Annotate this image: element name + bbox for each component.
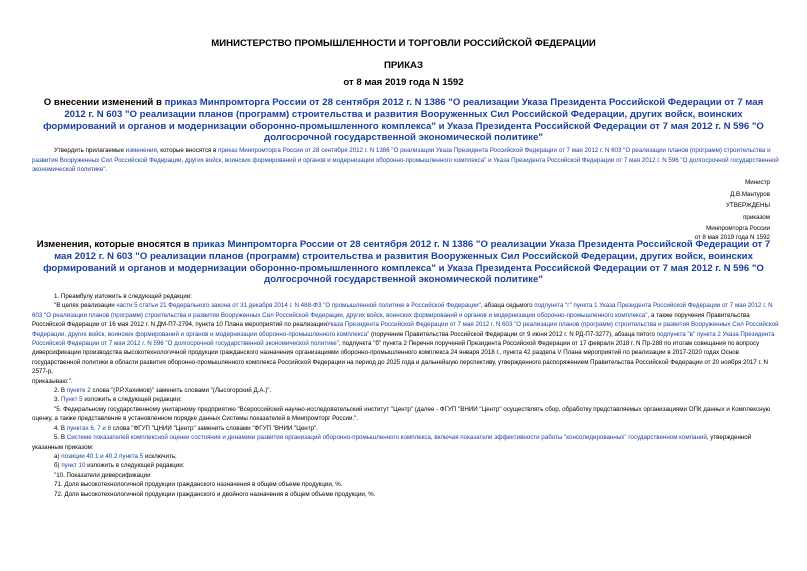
point-5-link[interactable]: Пункт 5 (60, 396, 83, 404)
preamble-end: приказываю:". (32, 377, 73, 385)
signature-name: Д.В.Мантуров (730, 191, 770, 198)
preamble-text-d: (поручение Правительства Российской Федерации от 9 июня 2012 г. N РД-П7-3277), абзаца пятого (369, 330, 657, 338)
item-3 (32, 395, 782, 404)
changes-link[interactable]: изменения (125, 147, 157, 154)
title-link[interactable]: приказ Минпромторга России от 28 сентября 2012 г. N 1386 "О реализации Указа Президента Российской Федерации от 7 мая 2012 г. N 603 "О реализации планов (программ) строительства и развития Вооруженных Сил Российской Федерации, других войск, воинских формирований и органов и модернизации оборонно-промышленного комплекса" и Указа Президента Российской Федерации от 7 мая 2012 г. N 596 "О долгосрочной государственной экономической политике" (43, 97, 764, 144)
item-5a (32, 452, 782, 461)
indicator-71: 71. Доля высокотехнологичной продукции гражданского назначения в общем объеме продукции, %. (54, 481, 343, 489)
item-5a-b: исключить; (143, 452, 177, 460)
item-5-a: 5. В (54, 434, 67, 442)
order-date: от 8 мая 2019 года N 1592 (343, 77, 464, 88)
preamble-text-c: , а также поручения Правительства Российской Федерации от 16 мая 2012 г. N ДМ-П7-2794, пункта 10 Плана мероприятий по реализации (32, 311, 750, 329)
changes-title-prefix: Изменения, которые вносятся в (36, 239, 193, 250)
item-2-a: 2. В (54, 387, 67, 395)
diversification-heading: "10. Показатели диверсификации (54, 471, 151, 479)
decree-603-link[interactable]: подпункта "г" пункта 1 Указа Президента Российской Федерации от 7 мая 2012 г. N 603 "О реализации планов (программ) строительства и развития Вооруженных Сил Российской Федерации, других войск, воинских формирований и органов и модернизации оборонно-промышленного комплекса" (32, 302, 773, 319)
approved-label: УТВЕРЖДЕНЫ (726, 202, 770, 209)
item-4-b: слова "ФГУП "ЦНИИ "Центр" заменить словами "ФГУП "ВНИИ "Центр". (111, 424, 318, 432)
decree-596-link[interactable]: подпункта "в" пункта 2 Указа Президента Российской Федерации от 7 мая 2012 г. N 596 "О долгосрочной государственной экономической политике" (32, 330, 775, 348)
intro-text-mid: , которые вносятся в (156, 147, 219, 154)
preamble-quote (32, 301, 782, 376)
item-3-b: изложить в следующей редакции: (82, 396, 182, 404)
changes-title-link[interactable]: приказ Минпромторга России от 28 сентября 2012 г. N 1386 "О реализации Указа Президента Российской Федерации от 7 мая 2012 г. N 603 "О реализации планов (программ) строительства и развития Вооруженных Сил Российской Федерации, других войск, воинских формирований и органов и модернизации оборонно-промышленного комплекса" и Указа Президента Российской Федерации от 7 мая 2012 г. N 596 "О долгосрочной государственной экономической политике" (43, 239, 771, 286)
item-2 (32, 386, 782, 395)
document-title (32, 97, 775, 144)
positions-40-link[interactable]: позиции 40.1 и 40.2 пункта 5 (61, 452, 144, 460)
item-3-quote: "5. Федеральному государственному унитарному предприятию "Всероссийский научно-исследовательский институт "Центр" (далее - ФГУП "ВНИИ "Центр" осуществлять сбор, обработку представляемых организациями ОПК данных и Комплексную оценку, а также представление в установленном порядке данных Системы показателей в Минпромторг России.". (32, 405, 771, 423)
approved-by-order: приказом (743, 214, 770, 221)
item-5 (32, 433, 782, 452)
item-4 (32, 424, 782, 433)
item-5b-b: изложить в следующей редакции: (85, 462, 185, 470)
intro-suffix: . (105, 166, 108, 173)
indicator-72: 72. Доля высокотехнологичной продукции гражданского и двойного назначения в общем объеме продукции, %. (54, 490, 376, 498)
order-1386-link[interactable]: приказ Минпромторга России от 28 сентября 2012 г. N 1386 "О реализации Указа Президента Российской Федерации от 7 мая 2012 г. N 603 "О реализации планов (программ) строительства и развития Вооруженных Сил Российской Федерации, других войск, воинских формирований и органов и модернизации оборонно-промышленного комплекса" и Указа Президента Российской Федерации от 7 мая 2012 г. N 596 "О долгосрочной государственной экономической политике" (32, 147, 779, 173)
title-prefix: О внесении изменений в (43, 97, 165, 108)
item-5a-a: а) (54, 452, 62, 460)
item-3-a: 3. (54, 396, 61, 404)
item-5b (32, 461, 782, 470)
item-4-a: 4. В (54, 424, 67, 432)
item-5-b: , утвержденной указанным приказом: (32, 434, 752, 451)
preamble-text-a: "В целях реализации (54, 302, 117, 310)
preamble-text-e: , подпункта "б" пункта 2 Перечня поручений Президента Российской Федерации от 17 февраля 2018 г. N Пр-288 по итогам совещания по вопросу диверсификации производства высокотехнологичной продукции гражданского назначения организациями оборонно-промышленного комплекса 24 января 2018 г., пункта 42 раздела V Плана мероприятий по реализации в 2017-2020 годах Основ государственной политики в области развития оборонно-промышленного комплекса Российской Федерации на период до 2025 года и дальнейшую перспективу, утвержденного распоряжением Правительства Российской Федерации от 20 ноября 2017 г. N 2577-р, (32, 340, 768, 376)
approved-org: Минпромторга России (706, 225, 770, 232)
indicator-system-link[interactable]: Системе показателей комплексной оценки состояния и динамики развития организаций оборонно-промышленного комплекса, включая показатели эффективности работы "консолидированных" государственном компаний (66, 434, 707, 442)
changes-body (32, 292, 782, 499)
points-6-7-8-link[interactable]: пунктах 6, 7 и 8 (66, 424, 112, 432)
approved-date: от 8 мая 2019 года N 1592 (694, 234, 770, 241)
law-488-link[interactable]: части 5 статьи 21 Федерального закона от 31 декабря 2014 г. N 488-ФЗ "О промышленной политике в Российской Федерации" (116, 302, 481, 310)
intro-text: Утвердить прилагаемые (54, 147, 126, 154)
point-10-link[interactable]: пункт 10 (61, 462, 86, 470)
preamble-text-b: , абзаца седьмого (480, 302, 535, 310)
item-5b-a: б) (54, 462, 62, 470)
decree-603-link-2[interactable]: Указа Президента Российской Федерации от 7 мая 2012 г. N 603 "О реализации планов (программ) строительства и развития Вооруженных Сил Российской Федерации, других войск, воинских формирований и органов и модернизации оборонно-промышленного комплекса" (32, 321, 779, 338)
ministry-heading: МИНИСТЕРСТВО ПРОМЫШЛЕННОСТИ И ТОРГОВЛИ РОССИЙСКОЙ ФЕДЕРАЦИИ (211, 38, 596, 49)
intro-paragraph (32, 146, 782, 175)
changes-title (32, 239, 775, 286)
point-2-link[interactable]: пункте 2 (66, 387, 91, 395)
item-1: 1. Преамбулу изложить в следующей редакции: (54, 293, 192, 300)
signature-position: Министр (745, 179, 770, 186)
order-heading: ПРИКАЗ (384, 60, 423, 71)
item-2-b: слова "(Р.Р.Хахимов)" заменить словами "(Лысогорский Д.А.)". (90, 387, 272, 395)
